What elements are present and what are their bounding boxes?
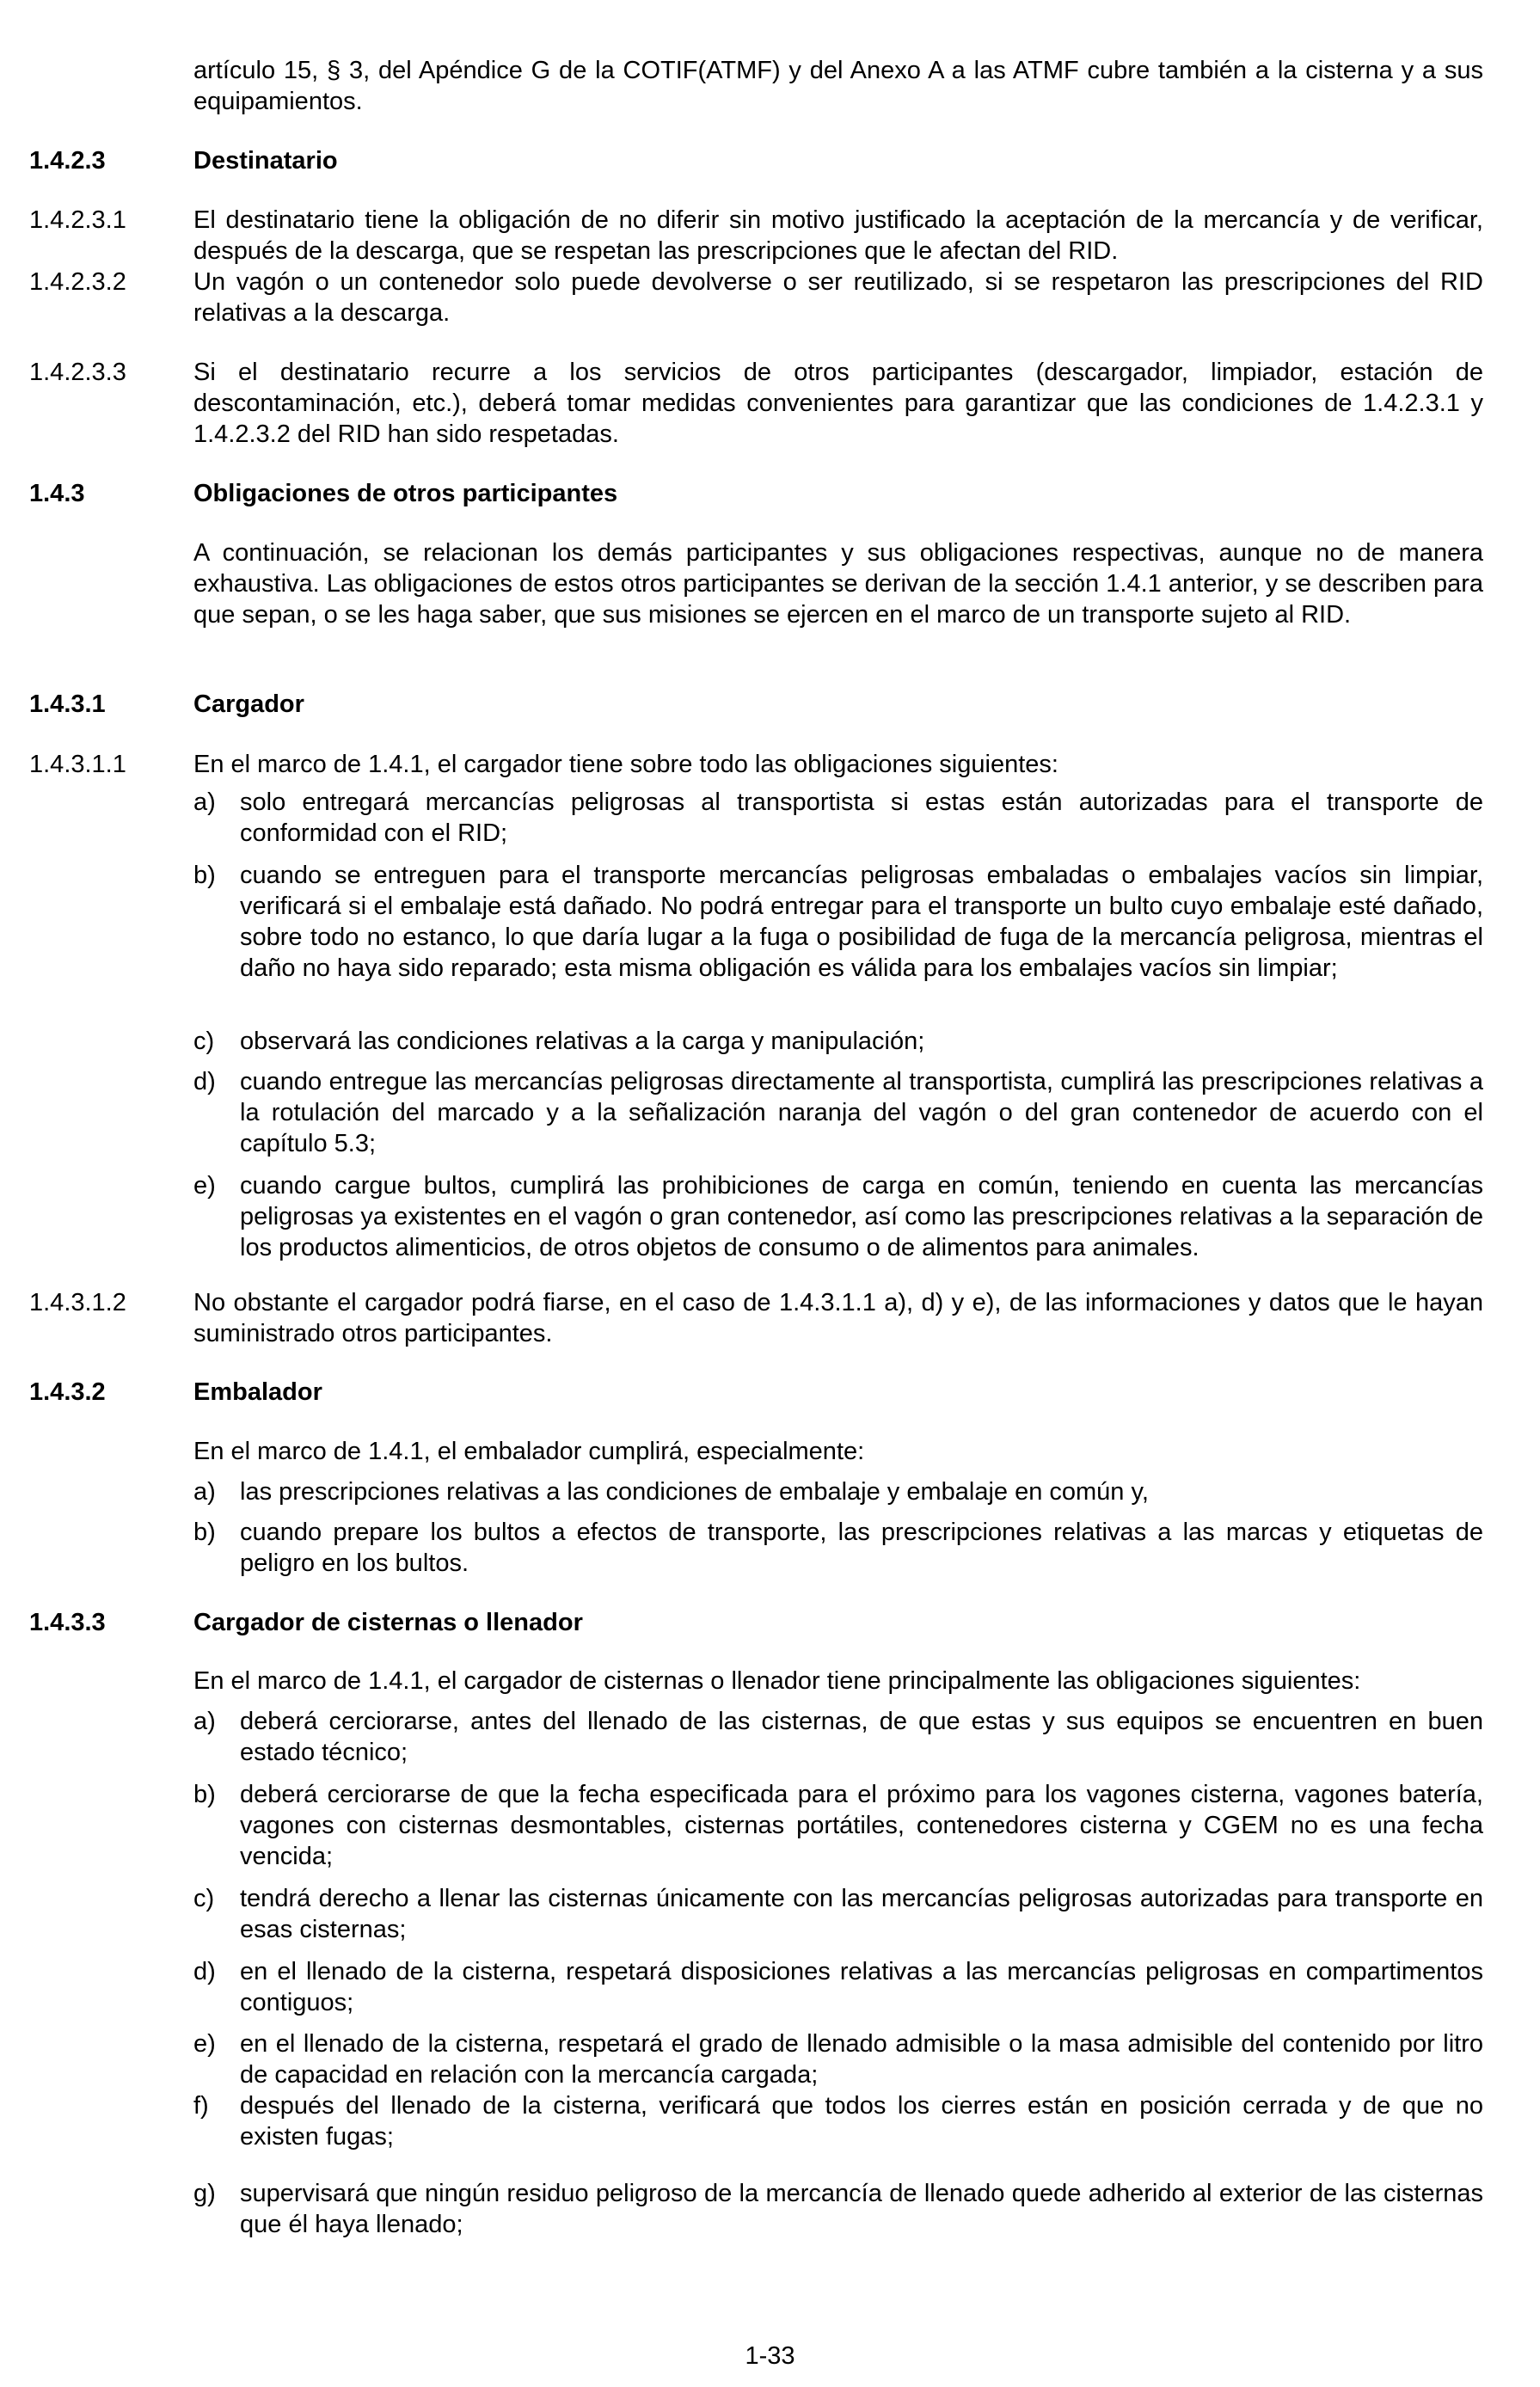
list-text: tendrá derecho a llenar las cisternas únicamente con las mercancías peligrosas autorizadas para transporte en esas cisternas;	[240, 1885, 1483, 1943]
section-heading: Embalador	[193, 1378, 322, 1406]
paragraph-number: 1.4.2.3.3	[29, 359, 126, 386]
section-number: 1.4.3	[29, 480, 85, 507]
list-letter: e)	[193, 1172, 216, 1200]
list-letter: e)	[193, 2030, 216, 2058]
paragraph-text: Un vagón o un contenedor solo puede devolverse o ser reutilizado, si se respetaron las prescripciones del RID relativas a la descarga.	[193, 268, 1483, 327]
list-text: solo entregará mercancías peligrosas al transportista si estas están autorizadas para el transporte de conformidad con el RID;	[240, 789, 1483, 847]
list-letter: b)	[193, 1781, 216, 1808]
list-letter: b)	[193, 1519, 216, 1546]
list-text: deberá cerciorarse, antes del llenado de las cisternas, de que estas y sus equipos se encuentren en buen estado técnico;	[240, 1708, 1483, 1766]
list-letter: g)	[193, 2180, 216, 2207]
list-text: después del llenado de la cisterna, verificará que todos los cierres están en posición cerrada y de que no existen fugas;	[240, 2092, 1483, 2151]
list-letter: f)	[193, 2092, 209, 2120]
list-text: en el llenado de la cisterna, respetará disposiciones relativas a las mercancías peligrosas en compartimentos contiguos;	[240, 1958, 1483, 2016]
section-heading: Obligaciones de otros participantes	[193, 480, 618, 507]
paragraph-text: A continuación, se relacionan los demás participantes y sus obligaciones respectivas, aunque no de manera exhaustiva. Las obligaciones de estos otros participantes se derivan de la sección 1.4.1 anterior, y se describen para que sepan, o se les haga saber, que sus misiones se ejercen en el marco de un transporte sujeto al RID.	[193, 539, 1483, 629]
section-heading: Destinatario	[193, 147, 338, 175]
page-number: 1-33	[745, 2342, 795, 2370]
paragraph-number: 1.4.3.1.2	[29, 1289, 126, 1316]
list-text: las prescripciones relativas a las condiciones de embalaje y embalaje en común y,	[240, 1478, 1149, 1506]
list-letter: a)	[193, 789, 216, 816]
paragraph-number: 1.4.2.3.1	[29, 206, 126, 234]
list-text: en el llenado de la cisterna, respetará el grado de llenado admisible o la masa admisible del contenido por litro de capacidad en relación con la mercancía cargada;	[240, 2030, 1483, 2089]
section-number: 1.4.3.1	[29, 690, 106, 718]
list-letter: a)	[193, 1478, 216, 1506]
paragraph-number: 1.4.3.1.1	[29, 751, 126, 778]
paragraph-number: 1.4.2.3.2	[29, 268, 126, 296]
list-text: observará las condiciones relativas a la carga y manipulación;	[240, 1028, 925, 1055]
intro-paragraph: artículo 15, § 3, del Apéndice G de la COTIF(ATMF) y del Anexo A a las ATMF cubre también a la cisterna y a sus equipamientos.	[193, 57, 1483, 115]
section-heading: Cargador	[193, 690, 304, 718]
list-text: supervisará que ningún residuo peligroso de la mercancía de llenado quede adherido al exterior de las cisternas que él haya llenado;	[240, 2180, 1483, 2238]
list-letter: d)	[193, 1958, 216, 1985]
paragraph-text: En el marco de 1.4.1, el cargador tiene sobre todo las obligaciones siguientes:	[193, 751, 1058, 778]
section-number: 1.4.3.2	[29, 1378, 106, 1406]
list-text: cuando se entreguen para el transporte mercancías peligrosas embaladas o embalajes vacíos sin limpiar, verificará si el embalaje está dañado. No podrá entregar para el transporte un bulto cuyo embalaje esté dañado, sobre todo no estanco, lo que daría lugar a la fuga o posibilidad de fuga de la mercancía peligrosa, mientras el daño no haya sido reparado; esta misma obligación es válida para los embalajes vacíos sin limpiar;	[240, 862, 1483, 982]
list-text: deberá cerciorarse de que la fecha especificada para el próximo para los vagones cisterna, vagones batería, vagones con cisternas desmontables, cisternas portátiles, contenedores cisterna y CGEM no es una fecha vencida;	[240, 1781, 1483, 1870]
list-letter: a)	[193, 1708, 216, 1735]
list-letter: d)	[193, 1068, 216, 1095]
paragraph-text: El destinatario tiene la obligación de no diferir sin motivo justificado la aceptación de la mercancía y de verificar, después de la descarga, que se respetan las prescripciones que le afectan del RID.	[193, 206, 1483, 265]
paragraph-text: En el marco de 1.4.1, el cargador de cisternas o llenador tiene principalmente las obligaciones siguientes:	[193, 1667, 1361, 1695]
paragraph-text: No obstante el cargador podrá fiarse, en el caso de 1.4.3.1.1 a), d) y e), de las informaciones y datos que le hayan suministrado otros participantes.	[193, 1289, 1483, 1347]
list-text: cuando prepare los bultos a efectos de transporte, las prescripciones relativas a las marcas y etiquetas de peligro en los bultos.	[240, 1519, 1483, 1577]
section-number: 1.4.3.3	[29, 1609, 106, 1636]
list-letter: b)	[193, 862, 216, 889]
paragraph-text: Si el destinatario recurre a los servicios de otros participantes (descargador, limpiador, estación de descontaminación, etc.), deberá tomar medidas convenientes para garantizar que las condiciones de 1.4.2.3.1 y 1.4.2.3.2 del RID han sido respetadas.	[193, 359, 1483, 448]
list-letter: c)	[193, 1885, 215, 1912]
section-number: 1.4.2.3	[29, 147, 106, 175]
list-text: cuando cargue bultos, cumplirá las prohibiciones de carga en común, teniendo en cuenta las mercancías peligrosas ya existentes en el vagón o gran contenedor, así como las prescripciones relativas a la separación de los productos alimenticios, de otros objetos de consumo o de alimentos para animales.	[240, 1172, 1483, 1261]
section-heading: Cargador de cisternas o llenador	[193, 1609, 583, 1636]
list-text: cuando entregue las mercancías peligrosas directamente al transportista, cumplirá las prescripciones relativas a la rotulación del marcado y a la señalización naranja del vagón o del gran contenedor de acuerdo con el capítulo 5.3;	[240, 1068, 1483, 1157]
list-letter: c)	[193, 1028, 215, 1055]
paragraph-text: En el marco de 1.4.1, el embalador cumplirá, especialmente:	[193, 1438, 865, 1465]
